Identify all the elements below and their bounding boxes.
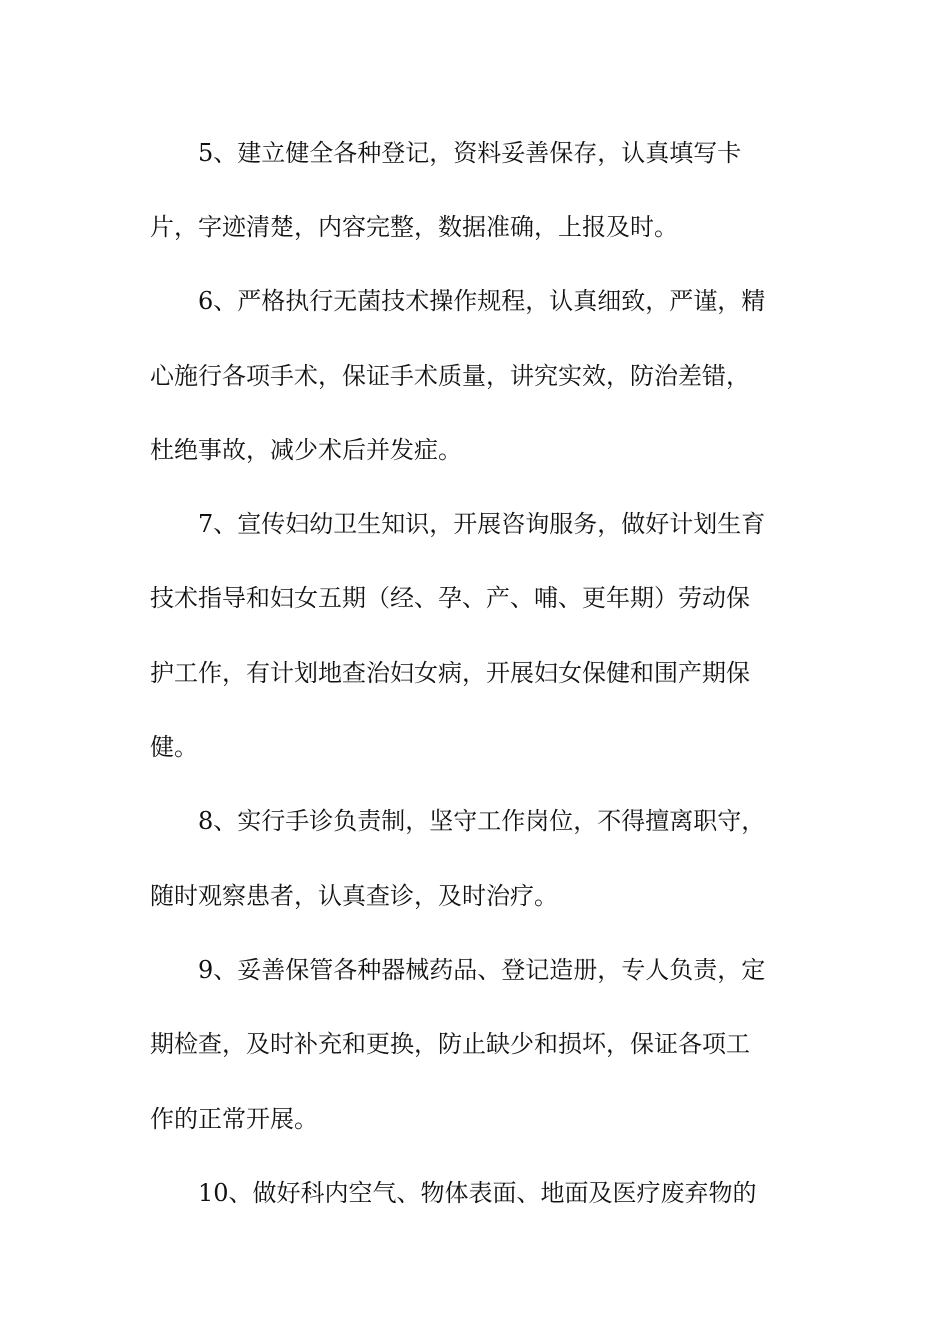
item-8-line-1: 8、实行手诊负责制，坚守工作岗位，不得擅离职守， (198, 807, 766, 835)
item-8-line-2: 随时观察患者，认真查诊，及时治疗。 (150, 882, 558, 910)
item-9-line-1: 9、妥善保管各种器械药品、登记造册，专人负责，定 (198, 956, 766, 984)
item-10-line-1: 10、做好科内空气、物体表面、地面及医疗废弃物的 (198, 1179, 757, 1207)
item-6-line-2: 心施行各项手术，保证手术质量，讲究实效，防治差错， (150, 362, 750, 390)
item-5-line-1: 5、建立健全各种登记，资料妥善保存，认真填写卡 (198, 139, 742, 167)
item-6-line-3: 杜绝事故，减少术后并发症。 (150, 436, 462, 464)
item-6-line-1: 6、严格执行无菌技术操作规程，认真细致，严谨，精 (198, 287, 766, 315)
item-7-line-3: 护工作，有计划地查治妇女病，开展妇女保健和围产期保 (150, 659, 750, 687)
item-7-line-1: 7、宣传妇幼卫生知识，开展咨询服务，做好计划生育 (198, 510, 766, 538)
item-7-line-2: 技术指导和妇女五期（经、孕、产、哺、更年期）劳动保 (150, 584, 750, 612)
item-5-line-2: 片，字迹清楚，内容完整，数据准确，上报及时。 (150, 213, 678, 241)
item-7-line-4: 健。 (150, 733, 198, 761)
item-9-line-3: 作的正常开展。 (150, 1105, 318, 1133)
item-9-line-2: 期检查，及时补充和更换，防止缺少和损坏，保证各项工 (150, 1030, 750, 1058)
